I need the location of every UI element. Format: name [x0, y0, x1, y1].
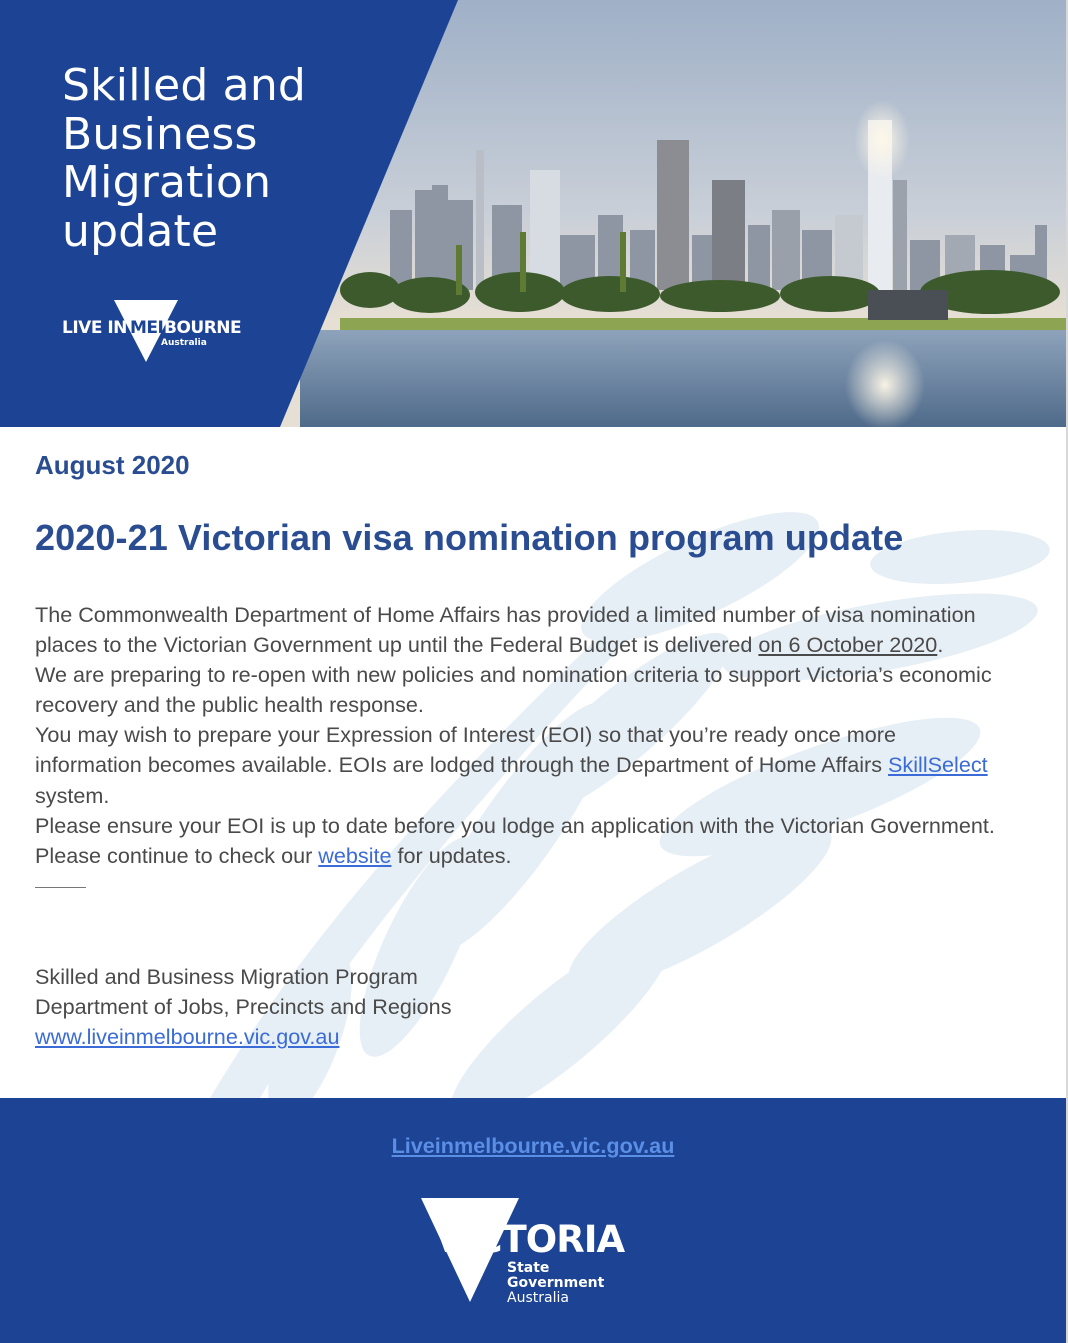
hero-banner [0, 0, 1066, 427]
newsletter-content [0, 427, 1066, 1098]
signature [35, 962, 452, 1052]
hero-title: Skilled and Business Migration update [62, 60, 307, 257]
paragraph-update-eoi: Please ensure your EOI is up to date before you lodge an application with the Victorian Government. [35, 812, 995, 838]
date-link: on 6 October 2020 [758, 632, 938, 658]
signature-website-link[interactable]: www.liveinmelbourne.vic.gov.au [35, 1024, 340, 1050]
paragraph-reopen: We are preparing to re-open with new policies and nomination criteria to support Victoria’s economic recovery and the public health response. [35, 662, 992, 718]
victoria-government-logo: VICTORIA State Government Australia [421, 1198, 621, 1308]
skillselect-link[interactable]: SkillSelect [888, 752, 988, 778]
live-in-melbourne-logo: LIVE IN MEL BOURNE Australia [62, 298, 242, 364]
signature-department: Department of Jobs, Precincts and Regions [35, 994, 452, 1020]
paragraph-budget: The Commonwealth Department of Home Affairs has provided a limited number of visa nomination places to the Victorian Government up until the Federal Budget is delivered on 6 October 2020. [35, 602, 976, 658]
body-text [35, 600, 995, 896]
footer-website-link[interactable]: Liveinmelbourne.vic.gov.au [391, 1133, 675, 1158]
signature-program: Skilled and Business Migration Program [35, 964, 418, 989]
paragraph-check-website: Please continue to check our website for updates. [35, 842, 512, 868]
issue-date: August 2020 [35, 450, 190, 480]
footer [0, 1098, 1066, 1343]
website-link[interactable]: website [318, 842, 392, 868]
paragraph-eoi: You may wish to prepare your Expression of Interest (EOI) so that you’re ready once more information becomes available. EOIs are lodged through the Department of Home Affairs SkillSelect system. [35, 722, 988, 808]
signature-divider [35, 887, 86, 888]
headline: 2020-21 Victorian visa nomination program update [35, 517, 904, 558]
